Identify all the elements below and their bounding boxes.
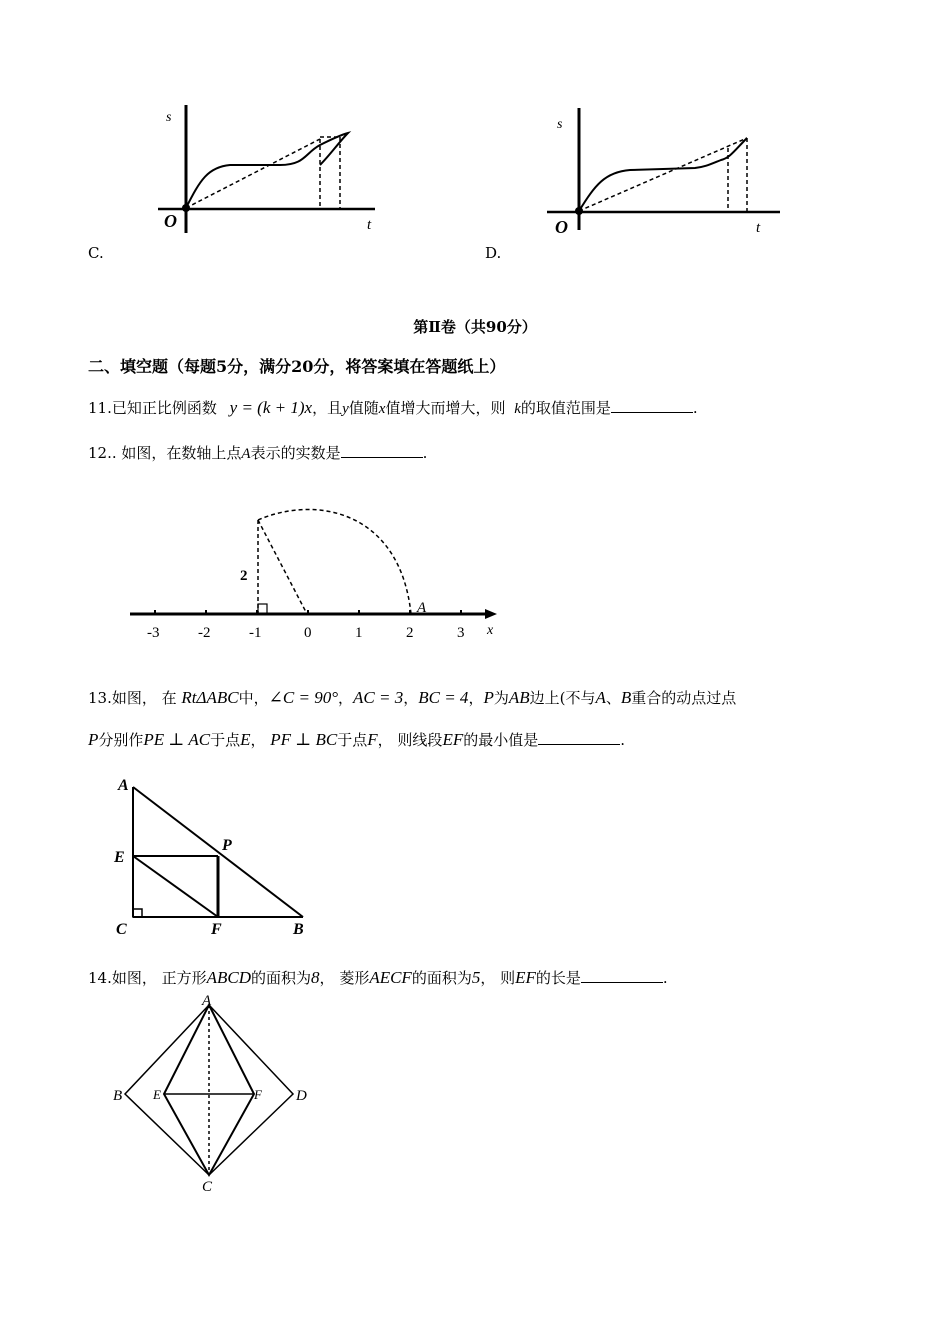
triangle-label-e: E: [114, 849, 125, 866]
graph-d-dashed-diagonal: [579, 138, 747, 211]
q14-abcd: ABCD: [206, 968, 252, 987]
q12-pre: . 如图，在数轴上点: [111, 444, 242, 462]
q13-text: ， 则线段: [377, 731, 443, 749]
q13-bc: BC = 4: [418, 688, 469, 707]
q11-end: .: [692, 399, 698, 417]
q13-p2: P: [88, 730, 99, 749]
q13-e: E: [240, 730, 251, 749]
square-label-b: B: [113, 1088, 123, 1104]
q13-ac: AC = 3: [353, 688, 404, 707]
q13-text: 、: [605, 689, 621, 707]
number-line-arc: [258, 509, 411, 614]
number-line-tick-label: 3: [457, 625, 465, 641]
question-14: [88, 968, 668, 988]
q14-area-rhombus: 5: [471, 968, 481, 987]
q13-text: 于点: [337, 731, 368, 749]
graph-d-t-label: t: [756, 220, 761, 236]
q13-pf: PF ⊥ BC: [270, 730, 338, 749]
triangle-label-b: B: [293, 921, 304, 938]
q11-post: 的取值范围是: [520, 399, 611, 417]
graph-c-curve: [186, 133, 348, 208]
graph-c-t-label: t: [367, 217, 372, 233]
q13-f: F: [367, 730, 378, 749]
q12-var-a: A: [241, 446, 251, 462]
q14-text: 的面积为: [411, 969, 472, 987]
q13-text: 重合的动点过点: [631, 689, 737, 707]
q13-text: ，: [403, 689, 419, 707]
q13-angle: ∠C = 90°: [268, 688, 338, 707]
graph-c-s-label: s: [166, 110, 172, 125]
q11-mid1: ，且: [312, 399, 343, 417]
q12-number: 12.: [88, 444, 112, 462]
triangle-label-p: P: [222, 837, 232, 854]
q11-formula: y = (k + 1)x: [229, 398, 313, 417]
square-label-a: A: [202, 995, 212, 1009]
q11-var-y: y: [342, 401, 349, 417]
q13-a: A: [595, 688, 606, 707]
q14-text: ， 则: [480, 969, 516, 987]
q14-text: 的面积为: [251, 969, 312, 987]
q14-aecf: AECF: [369, 968, 412, 987]
q13-ab: AB: [508, 688, 530, 707]
number-line-tick-label: -1: [249, 625, 262, 641]
question-12: [88, 443, 427, 464]
q13-text: 中，: [238, 689, 269, 707]
number-line-axis-label: x: [487, 623, 494, 638]
number-line-tick-label: -2: [198, 625, 211, 641]
q13-text: 为: [493, 689, 509, 707]
graph-c-dashed-diagonal: [186, 139, 320, 208]
q13-triangle: RtΔABC: [181, 688, 239, 707]
question-13-line-2: [88, 730, 625, 750]
q13-pe: PE ⊥ AC: [143, 730, 211, 749]
number-line-hyp-dashed: [258, 520, 307, 614]
q14-ef: EF: [515, 968, 536, 987]
q13-text: ，: [468, 689, 484, 707]
section-heading: 二、填空题（每题5分，满分20分，将答案填在答题纸上）: [88, 357, 506, 376]
graph-d-option-label: D.: [485, 244, 502, 262]
rhombus-label-e: E: [153, 1087, 161, 1102]
square-label-c: C: [202, 1179, 213, 1195]
question-13-line-1: [88, 688, 736, 708]
triangle-figure: [108, 772, 328, 940]
triangle-label-f: F: [211, 921, 222, 938]
graph-d-o-label: O: [555, 217, 568, 237]
q11-mid2: 值随: [348, 399, 379, 417]
q13-text: 的最小值是: [463, 731, 539, 749]
q12-end: .: [422, 444, 428, 462]
q13-number: 13.: [88, 689, 112, 707]
q13-ef: EF: [442, 730, 464, 749]
rhombus-label-f: F: [254, 1087, 262, 1102]
q14-text: ， 菱形: [319, 969, 370, 987]
q12-answer-blank[interactable]: [341, 443, 423, 458]
q13-answer-blank[interactable]: [538, 730, 620, 745]
q14-area-square: 8: [311, 968, 320, 987]
square-rhombus-figure: [110, 995, 320, 1195]
q13-text: ，: [250, 731, 271, 749]
question-11: [88, 398, 698, 419]
graph-d: [535, 100, 795, 245]
graph-d-s-label: s: [557, 117, 563, 132]
q13-p: P: [483, 688, 494, 707]
q14-number: 14.: [88, 969, 112, 987]
q13-text: ，: [338, 689, 354, 707]
q13-end: .: [620, 731, 626, 749]
triangle-label-a: A: [118, 777, 129, 794]
q11-var-x: x: [378, 401, 386, 417]
section-title: 第Ⅱ卷（共90分）: [413, 318, 537, 336]
q13-text: 如图， 在: [111, 689, 177, 707]
graph-c-option-label: C.: [88, 244, 104, 262]
triangle-right-angle: [133, 909, 142, 917]
number-line-tick-label: 0: [304, 625, 312, 641]
q14-text: 如图， 正方形: [111, 969, 207, 987]
q11-var-k: k: [514, 401, 521, 417]
graph-c-o-label: O: [164, 211, 177, 231]
q11-answer-blank[interactable]: [611, 398, 693, 413]
square-label-d: D: [296, 1088, 307, 1104]
triangle-label-c: C: [116, 921, 127, 938]
q14-text: 的长是: [535, 969, 581, 987]
graph-c: [140, 95, 400, 245]
q12-post: 表示的实数是: [250, 444, 341, 462]
segment-ef: [133, 856, 218, 917]
q11-mid3: 值增大而增大，则: [385, 399, 506, 417]
q13-b: B: [620, 688, 632, 707]
q13-text: 于点: [210, 731, 241, 749]
graph-d-origin-dot: [575, 207, 583, 215]
number-line-tick-label: 2: [406, 625, 414, 641]
q13-text: 分别作: [98, 731, 144, 749]
number-line-arrow: [485, 609, 497, 619]
number-line-tick-label: -3: [147, 625, 160, 641]
number-line-figure: [125, 500, 505, 645]
q13-text: 边上(不与: [529, 689, 596, 707]
number-line-tick-label: 1: [355, 625, 363, 641]
q14-answer-blank[interactable]: [581, 968, 663, 983]
q14-end: .: [662, 969, 668, 987]
number-line-point-label: A: [417, 600, 427, 616]
q11-pre: 已知正比例函数: [111, 399, 217, 417]
q11-number: 11.: [88, 399, 112, 417]
number-line-height-label: 2: [240, 568, 248, 584]
